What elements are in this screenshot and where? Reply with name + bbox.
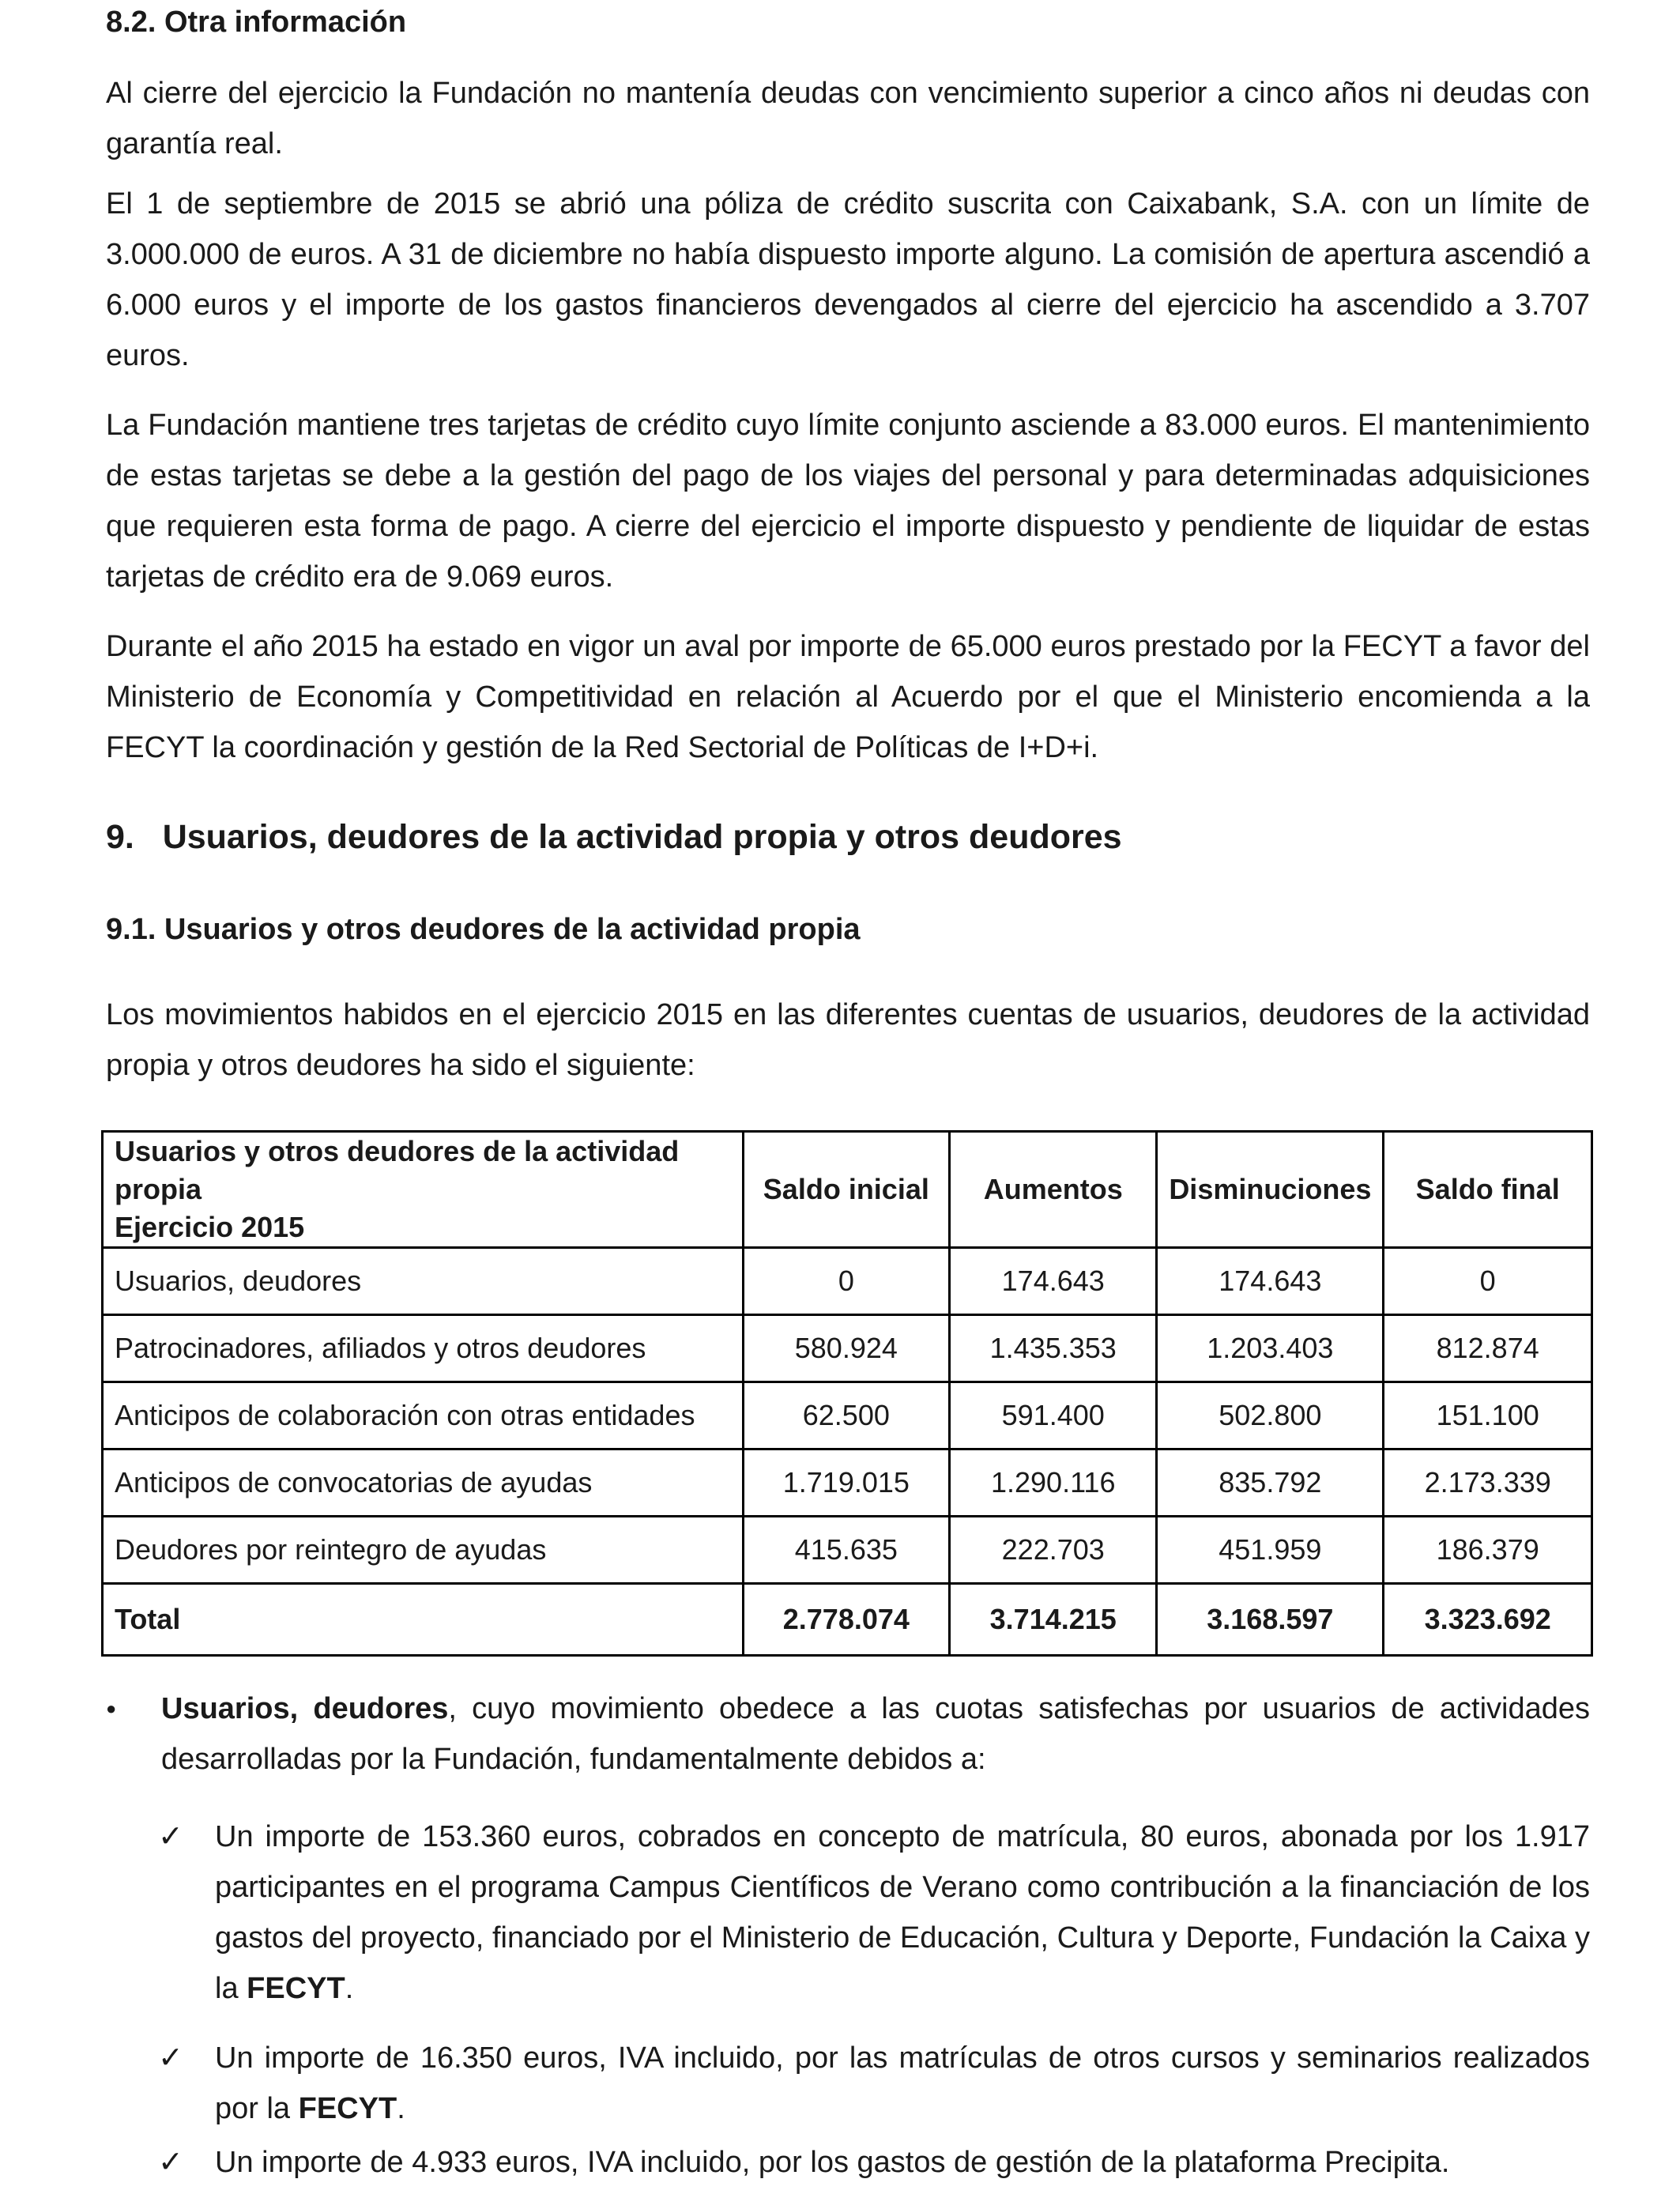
table-header-concept xyxy=(103,1132,744,1248)
check-item xyxy=(158,2033,1590,2136)
row-label: Patrocinadores, afiliados y otros deudores xyxy=(103,1315,744,1382)
cell-aumentos: 1.435.353 xyxy=(950,1315,1157,1382)
paragraph-9-1-intro: Los movimientos habidos en el ejercicio 2015 en las diferentes cuentas de usuarios, deudores de la actividad propia y otros deudores ha sido el siguiente: xyxy=(106,998,1590,1082)
row-label: Anticipos de colaboración con otras entidades xyxy=(103,1382,744,1449)
check-text: Un importe de 16.350 euros, IVA incluido, por las matrículas de otros cursos y seminarios realizados por la FECYT. xyxy=(215,2041,1590,2125)
table-row xyxy=(103,1248,1592,1315)
table-row xyxy=(103,1517,1592,1584)
cell-saldo-final: 812.874 xyxy=(1384,1315,1592,1382)
cell-aumentos: 591.400 xyxy=(950,1382,1157,1449)
cell-disminuciones: 1.203.403 xyxy=(1157,1315,1384,1382)
cell-aumentos: 1.290.116 xyxy=(950,1449,1157,1517)
bullet-text xyxy=(161,1683,1590,1785)
cell-saldo-inicial: 0 xyxy=(743,1248,950,1315)
cell-saldo-inicial: 1.719.015 xyxy=(743,1449,950,1517)
check-item xyxy=(158,1811,1590,2025)
cell-aumentos: 174.643 xyxy=(950,1248,1157,1315)
cell-saldo-final: 186.379 xyxy=(1384,1517,1592,1584)
table-header-row xyxy=(103,1132,1592,1248)
table-total-row xyxy=(103,1584,1592,1656)
debtors-table xyxy=(101,1130,1593,1657)
table-row xyxy=(103,1449,1592,1517)
total-saldo-final: 3.323.692 xyxy=(1384,1584,1592,1656)
total-saldo-inicial: 2.778.074 xyxy=(743,1584,950,1656)
section-heading-9-1: 9.1. Usuarios y otros deudores de la actividad propia xyxy=(106,913,861,946)
row-label: Anticipos de convocatorias de ayudas xyxy=(103,1449,744,1517)
total-label: Total xyxy=(103,1584,744,1656)
paragraph-8-2-2: El 1 de septiembre de 2015 se abrió una póliza de crédito suscrita con Caixabank, S.A. con un límite de 3.000.000 de euros. A 31 de diciembre no había dispuesto importe alguno. La comisión de apertura ascendió a 6.000 euros y el importe de los gastos financieros devengados al cierre del ejercicio ha ascendido a 3.707 euros. xyxy=(106,187,1590,372)
section-heading-9: 9. Usuarios, deudores de la actividad propia y otros deudores xyxy=(106,818,1122,856)
cell-saldo-final: 2.173.339 xyxy=(1384,1449,1592,1517)
cell-saldo-final: 0 xyxy=(1384,1248,1592,1315)
row-label: Deudores por reintegro de ayudas xyxy=(103,1517,744,1584)
cell-disminuciones: 835.792 xyxy=(1157,1449,1384,1517)
paragraph-8-2-1: Al cierre del ejercicio la Fundación no mantenía deudas con vencimiento superior a cinco años ni deudas con garantía real. xyxy=(106,77,1590,160)
table-row xyxy=(103,1315,1592,1382)
total-aumentos: 3.714.215 xyxy=(950,1584,1157,1656)
table-header-disminuciones: Disminuciones xyxy=(1157,1132,1384,1248)
bullet-icon: ● xyxy=(106,1698,117,1718)
cell-saldo-inicial: 580.924 xyxy=(743,1315,950,1382)
table-header-line1: Usuarios y otros deudores de la actividad propia xyxy=(115,1135,680,1205)
paragraph-8-2-4: Durante el año 2015 ha estado en vigor un aval por importe de 65.000 euros prestado por la FECYT a favor del Ministerio de Economía y Competitividad en relación al Acuerdo por el que el Ministerio encomienda a la FECYT la coordinación y gestión de la Red Sectorial de Políticas de I+D+i. xyxy=(106,630,1590,764)
section-heading-8-2: 8.2. Otra información xyxy=(106,6,407,39)
row-label: Usuarios, deudores xyxy=(103,1248,744,1315)
checkmark-icon: ✓ xyxy=(158,2041,183,2075)
table-row xyxy=(103,1382,1592,1449)
cell-aumentos: 222.703 xyxy=(950,1517,1157,1584)
table-header-saldo-inicial: Saldo inicial xyxy=(743,1132,950,1248)
table-header-aumentos: Aumentos xyxy=(950,1132,1157,1248)
table-header-saldo-final: Saldo final xyxy=(1384,1132,1592,1248)
table-header-line2: Ejercicio 2015 xyxy=(115,1211,305,1243)
cell-saldo-inicial: 415.635 xyxy=(743,1517,950,1584)
cell-saldo-inicial: 62.500 xyxy=(743,1382,950,1449)
checkmark-icon: ✓ xyxy=(158,2146,183,2179)
bullet-item xyxy=(106,1683,1590,1794)
check-text: Un importe de 4.933 euros, IVA incluido, por los gastos de gestión de la plataforma Precipita. xyxy=(215,2146,1450,2179)
cell-saldo-final: 151.100 xyxy=(1384,1382,1592,1449)
cell-disminuciones: 451.959 xyxy=(1157,1517,1384,1584)
check-item xyxy=(158,2137,1590,2189)
check-text: Un importe de 153.360 euros, cobrados en concepto de matrícula, 80 euros, abonada por los 1.917 participantes en el programa Campus Científicos de Verano como contribución a la financiación de los gastos del proyecto, financiado por el Ministerio de Educación, Cultura y Deporte, Fundación la Caixa y la FECYT. xyxy=(215,1820,1590,2005)
bullet-body: , cuyo movimiento obedece a las cuotas satisfechas por usuarios de actividades desarrolladas por la Fundación, fundamentalmente debidos a: xyxy=(161,1692,1590,1776)
paragraph-8-2-3: La Fundación mantiene tres tarjetas de crédito cuyo límite conjunto asciende a 83.000 euros. El mantenimiento de estas tarjetas se debe a la gestión del pago de los viajes del personal y para determinadas adquisiciones que requieren esta forma de pago. A cierre del ejercicio el importe dispuesto y pendiente de liquidar de estas tarjetas de crédito era de 9.069 euros. xyxy=(106,409,1590,594)
bullet-bold-label: Usuarios, deudores xyxy=(161,1692,449,1725)
cell-disminuciones: 174.643 xyxy=(1157,1248,1384,1315)
cell-disminuciones: 502.800 xyxy=(1157,1382,1384,1449)
checkmark-icon: ✓ xyxy=(158,1820,183,1853)
total-disminuciones: 3.168.597 xyxy=(1157,1584,1384,1656)
